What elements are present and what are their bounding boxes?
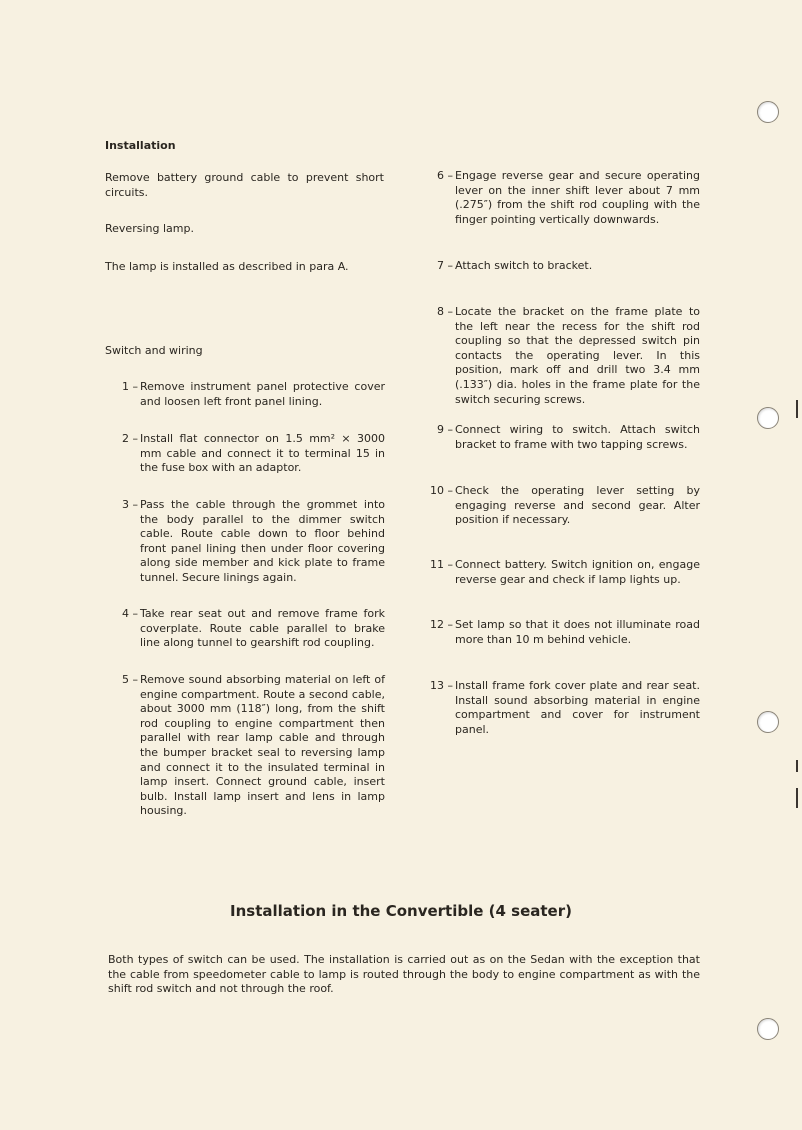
step-number: 11 – [430, 558, 453, 571]
step-number: 6 – [437, 169, 453, 182]
intro-reversing-lamp: Reversing lamp. [105, 222, 194, 235]
step-1 [105, 380, 385, 410]
step-text: Check the operating lever setting by engaging reverse and second gear. Alter position if necessary. [455, 484, 700, 527]
step-4 [105, 607, 385, 652]
step-text: Install frame fork cover plate and rear seat. Install sound absorbing material in engine compartment and cover for instrument panel. [455, 679, 700, 736]
step-3 [105, 498, 385, 588]
intro-battery: Remove battery ground cable to prevent short circuits. [105, 171, 384, 199]
edge-mark [796, 760, 798, 772]
step-6 [420, 169, 700, 229]
step-text: Connect wiring to switch. Attach switch bracket to frame with two tapping screws. [455, 423, 700, 451]
step-13 [420, 679, 700, 736]
step-number: 9 – [437, 423, 453, 436]
step-number: 2 – [122, 432, 138, 445]
edge-mark [796, 400, 798, 418]
step-number: 7 – [437, 259, 453, 272]
binder-hole-icon [757, 1018, 779, 1040]
step-text: Set lamp so that it does not illuminate road more than 10 m behind vehicle. [455, 618, 700, 646]
switch-wiring-heading: Switch and wiring [105, 344, 203, 357]
step-10 [420, 484, 700, 529]
step-text: Install flat connector on 1.5 mm² × 3000 mm cable and connect it to terminal 15 in the fuse box with an adaptor. [140, 432, 385, 475]
convertible-section-title: Installation in the Convertible (4 seater) [230, 902, 572, 920]
step-text: Engage reverse gear and secure operating lever on the inner shift lever about 7 mm (.275″) from the shift rod coupling with the finger pointing vertically downwards. [455, 169, 700, 226]
step-text: Take rear seat out and remove frame fork coverplate. Route cable parallel to brake line along tunnel to gearshift rod coupling. [140, 607, 385, 650]
step-text: Locate the bracket on the frame plate to the left near the recess for the shift rod coupling so that the depressed switch pin contacts the operating lever. In this position, mark off and drill two 3.4 mm (.133″) dia. holes in the frame plate for the switch securing screws. [455, 305, 700, 406]
step-number: 4 – [122, 607, 138, 620]
step-number: 13 – [430, 679, 453, 692]
step-9 [420, 423, 700, 453]
step-5 [105, 673, 385, 818]
binder-hole-icon [757, 101, 779, 123]
step-number: 5 – [122, 673, 138, 686]
installation-heading: Installation [105, 139, 176, 152]
step-number: 1 – [122, 380, 138, 393]
step-number: 10 – [430, 484, 453, 497]
step-8 [420, 305, 700, 406]
intro-lamp-installed: The lamp is installed as described in para A. [105, 260, 349, 273]
step-11 [420, 558, 700, 588]
edge-mark [796, 788, 798, 808]
binder-hole-icon [757, 711, 779, 733]
step-number: 3 – [122, 498, 138, 511]
step-text: Connect battery. Switch ignition on, engage reverse gear and check if lamp lights up. [455, 558, 700, 586]
binder-hole-icon [757, 407, 779, 429]
step-2 [105, 432, 385, 477]
step-text: Pass the cable through the grommet into the body parallel to the dimmer switch cable. Route cable down to floor behind front panel lining then under floor covering along side member and kick plate to frame tunnel. Secure linings again. [140, 498, 385, 584]
step-text: Remove instrument panel protective cover and loosen left front panel lining. [140, 380, 385, 408]
step-number: 12 – [430, 618, 453, 631]
convertible-section-text: Both types of switch can be used. The installation is carried out as on the Sedan with the exception that the cable from speedometer cable to lamp is routed through the body to engine compartment as with the shift rod switch and not through the roof. [108, 953, 700, 996]
step-text: Attach switch to bracket. [455, 259, 593, 272]
step-7 [420, 259, 700, 275]
step-12 [420, 618, 700, 648]
step-number: 8 – [437, 305, 453, 318]
step-text: Remove sound absorbing material on left of engine compartment. Route a second cable, about 3000 mm (118″) long, from the shift rod coupling to engine compartment then parallel with rear lamp cable and through the bumper bracket seal to reversing lamp and connect it to the insulated terminal in lamp insert. Connect ground cable, insert bulb. Install lamp insert and lens in lamp housing. [140, 673, 385, 818]
